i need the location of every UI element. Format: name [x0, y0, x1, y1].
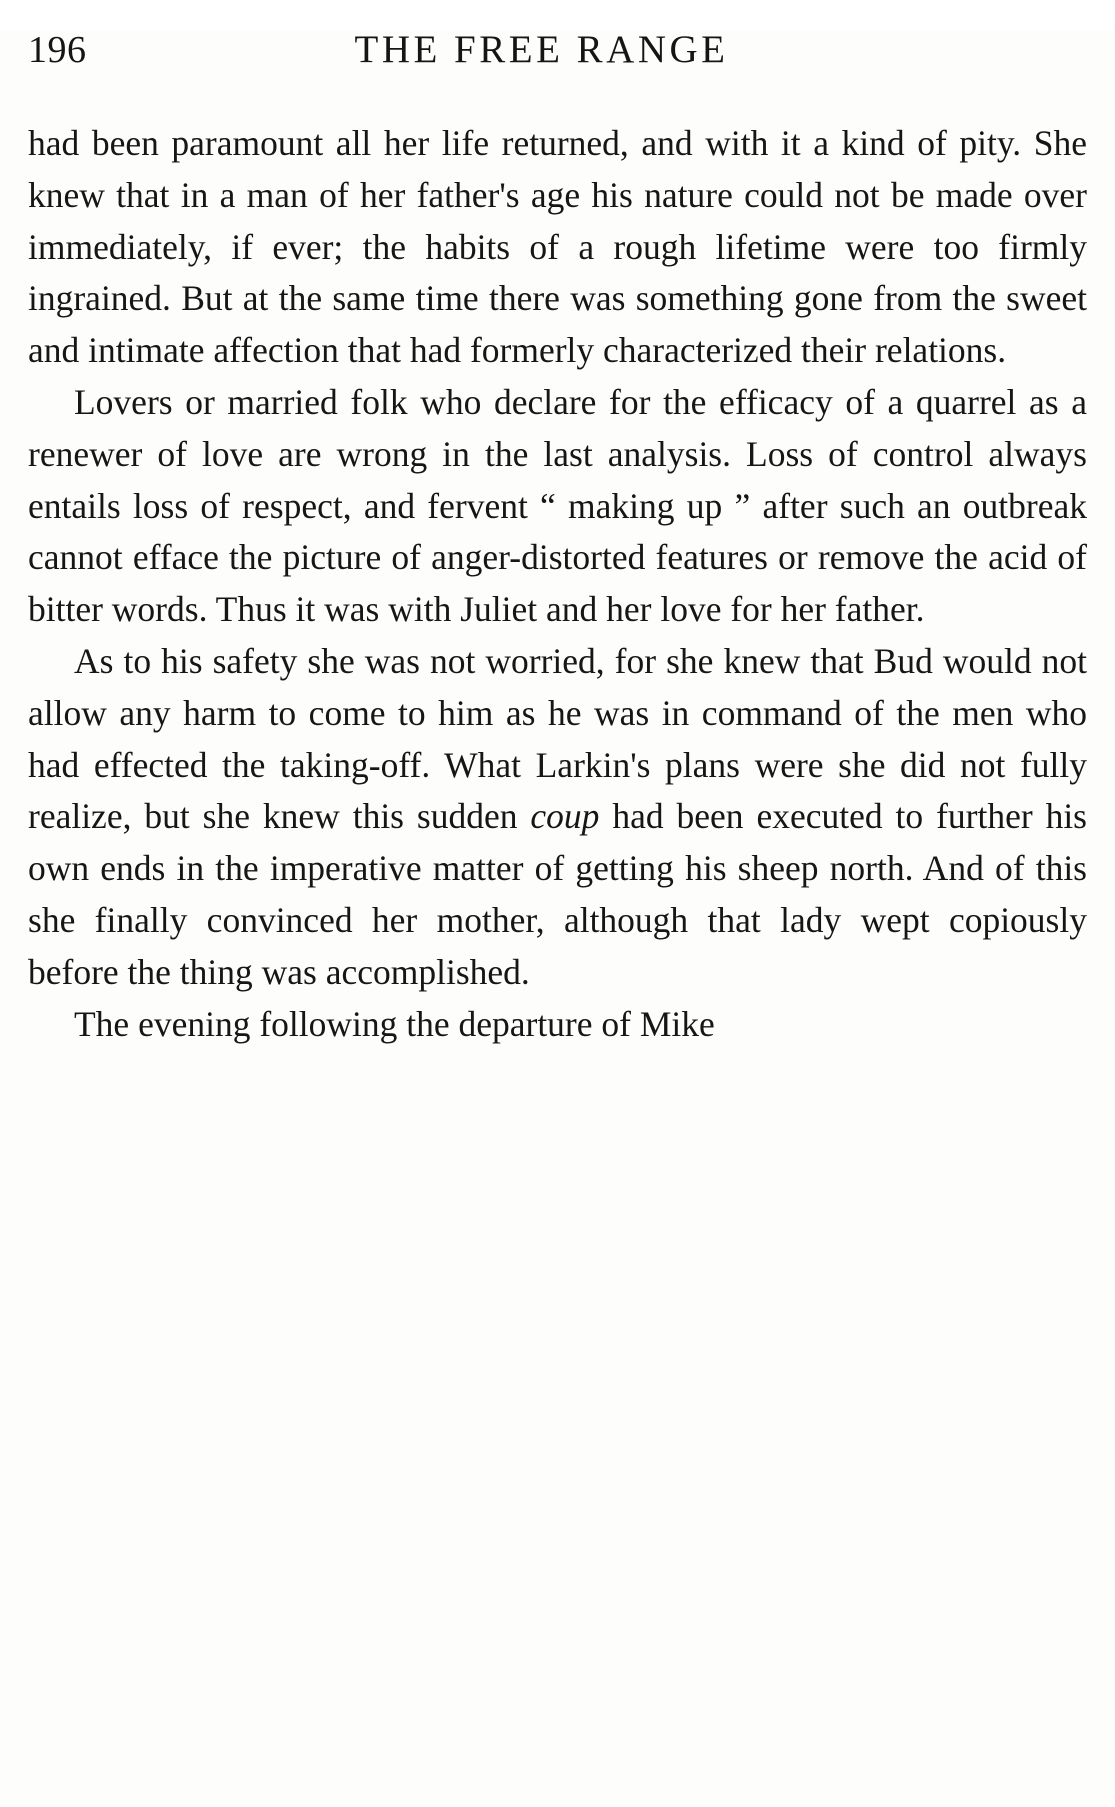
paragraph-4: The evening following the departure of Mike — [74, 1003, 715, 1044]
paragraph-3 — [28, 636, 1087, 999]
paragraph-2: Lovers or married folk who declare for the efficacy of a quarrel as a renewer of love are wrong in the last analysis. Loss of control always entails loss of respect, and fervent “ making up ” after such an outbreak cannot efface the picture of anger-distorted features or remove the acid of bitter words. Thus it was with Juliet and her love for her father. — [28, 381, 1087, 630]
book-page — [0, 30, 1115, 1807]
paragraph-3-part-2: had been executed to further his own ends in the imperative matter of getting his sheep north. And of this she finally convinced her mother, although that lady wept copiously before the thing was accomplished. — [28, 796, 1087, 992]
page-number: 196 — [28, 29, 87, 71]
paragraph-3-italic-word: coup — [530, 796, 600, 837]
running-head — [0, 30, 1115, 90]
paragraph-1: had been paramount all her life returned, and with it a kind of pity. She knew that in a man of her father's age his nature could not be made over immediately, if ever; the habits of a rough lifetime were too firmly ingrained. But at the same time there was something gone from the sweet and intimate affection that had formerly characterized their relations. — [28, 123, 1087, 371]
page-body — [0, 118, 1115, 1050]
page-title: THE FREE RANGE — [354, 28, 729, 71]
paragraph-3-part-1: As to his safety she was not worried, for she knew that Bud would not allow any harm to come to him as he was in command of the men who had effected the taking-off. What Larkin's plans were she did not fully realize, but she knew this sudden — [28, 640, 1087, 837]
